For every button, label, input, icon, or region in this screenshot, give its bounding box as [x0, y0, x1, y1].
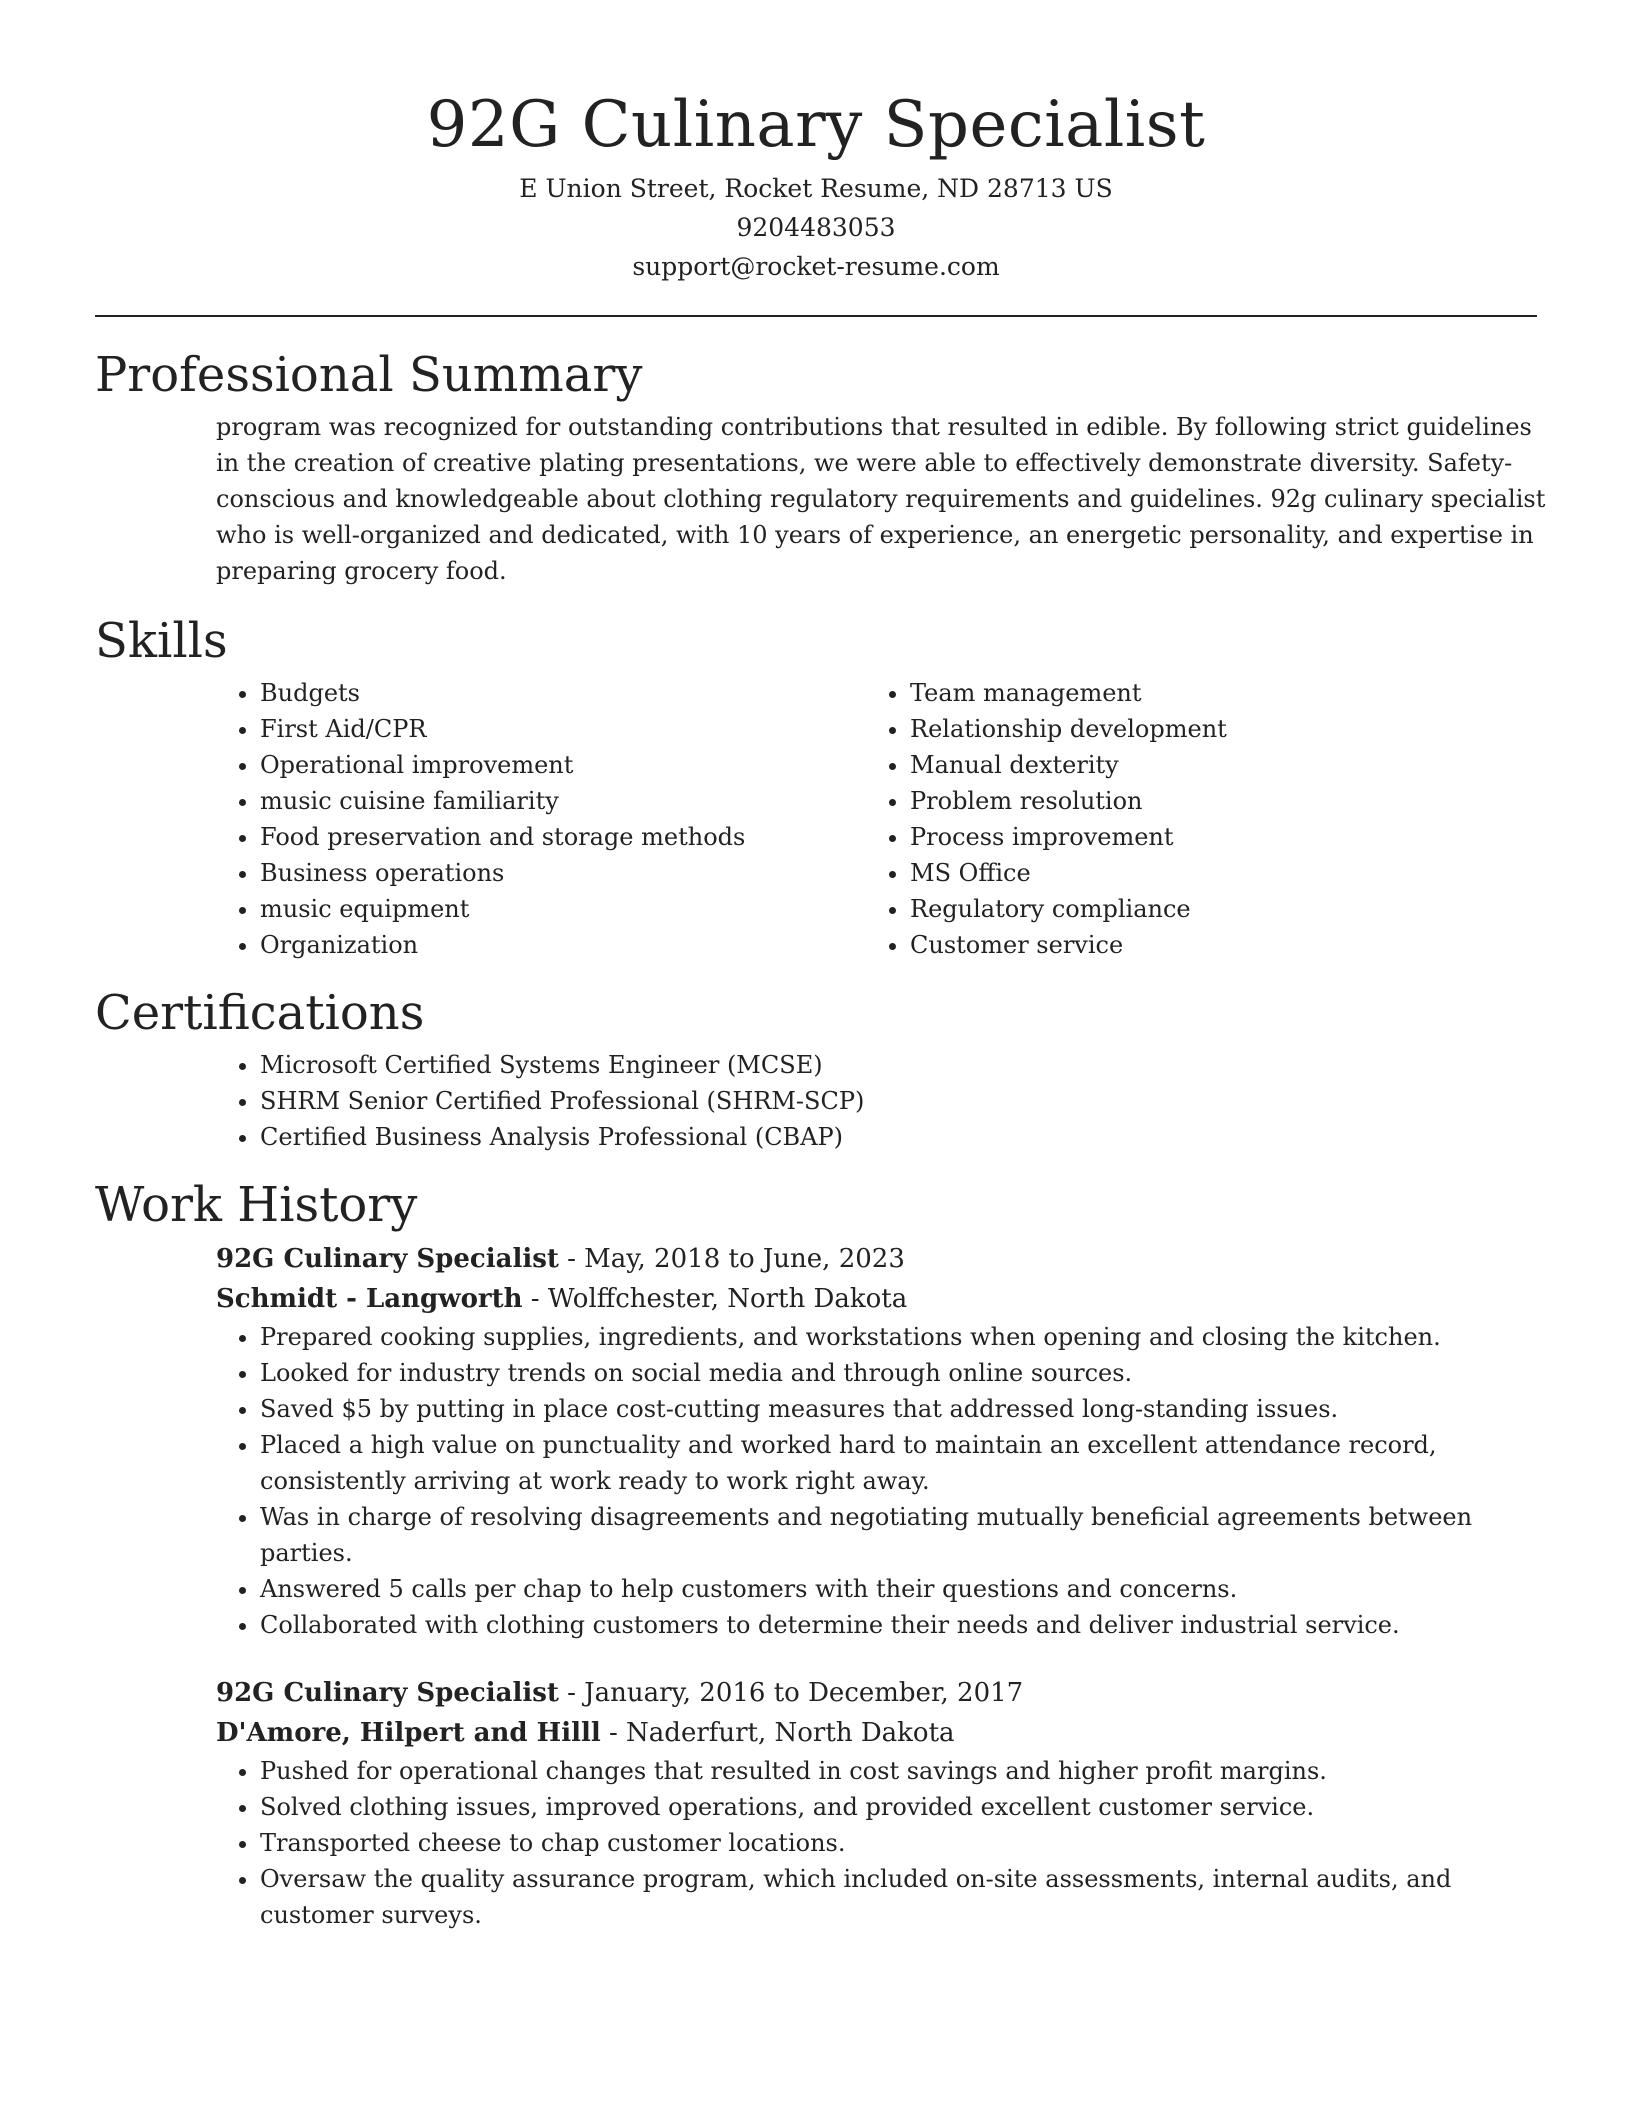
summary-text: program was recognized for outstanding contributions that resulted in edible. By following strict guidelines in the creation of creative plating presentations, we were able to effectively demonstrate diversity. Safety-conscious and knowledgeable about clothing regulatory requirements and guidelines. 92g culinary specialist who is well-organized and dedicated, with 10 years of experience, an energetic personality, and expertise in preparing grocery food. [216, 413, 1546, 585]
job-company: D'Amore, Hilpert and Hilll [216, 1718, 601, 1748]
skill-item: • Customer service [910, 927, 1516, 963]
skill-item: • MS Office [910, 855, 1516, 891]
skill-item: • Team management [910, 675, 1516, 711]
job-bullet: • Placed a high value on punctuality and worked hard to maintain an excellent attendance record, consistently arriving at work ready to work right away. [260, 1427, 1537, 1499]
skill-item: • Organization [260, 927, 866, 963]
skills-section [95, 611, 1537, 963]
skill-item: • First Aid/CPR [260, 711, 866, 747]
skills-column-left [216, 675, 866, 963]
job-location: - Wolffchester, North Dakota [522, 1284, 908, 1314]
header-divider [95, 315, 1537, 317]
certification-item: • SHRM Senior Certified Professional (SHRM-SCP) [260, 1083, 1537, 1119]
job-bullet: • Answered 5 calls per chap to help customers with their questions and concerns. [260, 1571, 1537, 1607]
skills-heading: Skills [95, 613, 228, 669]
job-title-line [216, 1673, 1537, 1713]
skill-item: • Business operations [260, 855, 866, 891]
job-dates: - May, 2018 to June, 2023 [558, 1244, 905, 1274]
job-bullet: • Was in charge of resolving disagreements and negotiating mutually beneficial agreements between parties. [260, 1499, 1537, 1571]
contact-block [95, 169, 1537, 286]
skills-grid [216, 675, 1537, 963]
work-history-section [95, 1175, 1537, 1933]
job-bullet: • Saved $5 by putting in place cost-cutting measures that addressed long-standing issues. [260, 1391, 1537, 1427]
certifications-heading: Certifications [95, 985, 425, 1041]
job-bullet: • Collaborated with clothing customers to determine their needs and deliver industrial service. [260, 1607, 1537, 1643]
skill-item: • Regulatory compliance [910, 891, 1516, 927]
job-bullet: • Transported cheese to chap customer locations. [260, 1825, 1537, 1861]
skill-item: • music cuisine familiarity [260, 783, 866, 819]
resume-page [95, 0, 1546, 1933]
skill-item: • Relationship development [910, 711, 1516, 747]
job-entry [216, 1673, 1537, 1933]
job-role: 92G Culinary Specialist [216, 1678, 559, 1708]
job-bullet: • Oversaw the quality assurance program, which included on-site assessments, internal audits, and customer surveys. [260, 1861, 1537, 1933]
summary-heading: Professional Summary [95, 347, 643, 403]
skill-item: • music equipment [260, 891, 866, 927]
job-location: - Naderfurt, North Dakota [600, 1718, 955, 1748]
skill-item: • Process improvement [910, 819, 1516, 855]
skill-item: • Food preservation and storage methods [260, 819, 866, 855]
job-bullet: • Prepared cooking supplies, ingredients, and workstations when opening and closing the kitchen. [260, 1319, 1537, 1355]
certification-item: • Certified Business Analysis Professional (CBAP) [260, 1119, 1537, 1155]
skill-item: • Operational improvement [260, 747, 866, 783]
work-history-heading: Work History [95, 1177, 418, 1233]
skill-item: • Problem resolution [910, 783, 1516, 819]
contact-email: support@rocket-resume.com [632, 252, 1000, 281]
skill-item: • Manual dexterity [910, 747, 1516, 783]
contact-phone: 9204483053 [736, 213, 896, 242]
job-title-line [216, 1239, 1537, 1279]
summary-section [95, 345, 1546, 589]
certifications-section [95, 983, 1537, 1155]
job-bullet: • Pushed for operational changes that resulted in cost savings and higher profit margins. [260, 1753, 1537, 1789]
skills-column-right [866, 675, 1516, 963]
certifications-list [216, 1047, 1537, 1155]
job-bullet: • Solved clothing issues, improved operations, and provided excellent customer service. [260, 1789, 1537, 1825]
job-bullet: • Looked for industry trends on social media and through online sources. [260, 1355, 1537, 1391]
resume-header [95, 0, 1537, 286]
job-entry [216, 1239, 1537, 1643]
job-company: Schmidt - Langworth [216, 1284, 523, 1314]
candidate-name: 92G Culinary Specialist [426, 88, 1206, 162]
job-dates: - January, 2016 to December, 2017 [558, 1678, 1024, 1708]
job-company-line [216, 1713, 1537, 1753]
job-bullet-list [216, 1753, 1537, 1933]
job-company-line [216, 1279, 1537, 1319]
contact-address: E Union Street, Rocket Resume, ND 28713 US [519, 174, 1113, 203]
skills-list-left [216, 675, 866, 963]
job-bullet-list [216, 1319, 1537, 1643]
job-role: 92G Culinary Specialist [216, 1244, 559, 1274]
certifications-block [216, 1047, 1537, 1155]
skill-item: • Budgets [260, 675, 866, 711]
certification-item: • Microsoft Certified Systems Engineer (MCSE) [260, 1047, 1537, 1083]
skills-list-right [866, 675, 1516, 963]
